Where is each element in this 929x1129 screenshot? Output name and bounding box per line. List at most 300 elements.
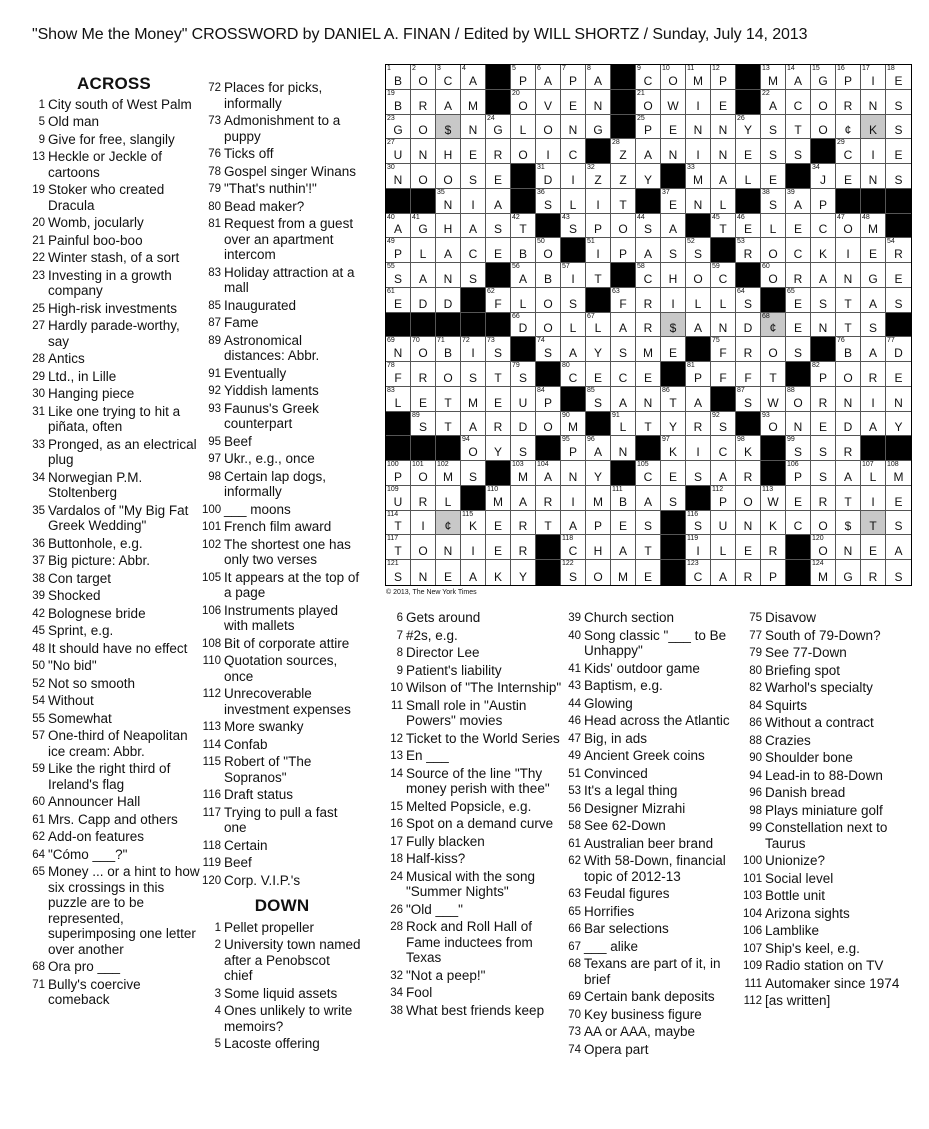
grid-cell[interactable]: [636, 214, 661, 239]
grid-cell[interactable]: [886, 511, 911, 536]
grid-cell[interactable]: [586, 362, 611, 387]
grid-cell[interactable]: [511, 535, 536, 560]
clue-item[interactable]: [743, 906, 923, 922]
grid-cell[interactable]: [586, 263, 611, 288]
clue-item[interactable]: [26, 536, 202, 552]
grid-cell[interactable]: [861, 115, 886, 140]
grid-cell[interactable]: [561, 535, 586, 560]
clue-item[interactable]: [562, 783, 742, 799]
grid-cell[interactable]: [836, 90, 861, 115]
grid-cell[interactable]: [536, 139, 561, 164]
grid-cell[interactable]: [661, 337, 686, 362]
clue-item[interactable]: [26, 606, 202, 622]
grid-cell[interactable]: [611, 412, 636, 437]
grid-cell[interactable]: [486, 189, 511, 214]
grid-cell[interactable]: [386, 535, 411, 560]
clue-item[interactable]: [202, 502, 362, 518]
clue-item[interactable]: [202, 920, 362, 936]
clue-item[interactable]: [562, 713, 742, 729]
grid-cell[interactable]: [811, 486, 836, 511]
grid-cell[interactable]: [761, 362, 786, 387]
grid-cell[interactable]: [686, 189, 711, 214]
grid-cell[interactable]: [511, 65, 536, 90]
grid-cell[interactable]: [611, 164, 636, 189]
grid-cell[interactable]: [711, 164, 736, 189]
grid-cell[interactable]: [461, 189, 486, 214]
grid-cell[interactable]: [786, 90, 811, 115]
grid-cell[interactable]: [811, 560, 836, 585]
grid-cell[interactable]: [411, 90, 436, 115]
clue-item[interactable]: [26, 829, 202, 845]
clue-item[interactable]: [743, 645, 923, 661]
grid-cell[interactable]: [511, 362, 536, 387]
grid-cell[interactable]: [661, 139, 686, 164]
grid-cell[interactable]: [861, 560, 886, 585]
grid-cell[interactable]: [786, 139, 811, 164]
grid-cell[interactable]: [411, 288, 436, 313]
grid-cell[interactable]: [886, 387, 911, 412]
grid-cell[interactable]: [686, 90, 711, 115]
grid-cell[interactable]: [686, 288, 711, 313]
grid-cell[interactable]: [536, 412, 561, 437]
grid-cell[interactable]: [611, 436, 636, 461]
grid-cell[interactable]: [636, 115, 661, 140]
grid-cell[interactable]: [486, 139, 511, 164]
clue-item[interactable]: [202, 937, 362, 984]
grid-cell[interactable]: [411, 486, 436, 511]
grid-cell[interactable]: [811, 288, 836, 313]
clue-item[interactable]: [562, 836, 742, 852]
grid-cell[interactable]: [786, 461, 811, 486]
grid-cell[interactable]: [486, 214, 511, 239]
grid-cell[interactable]: [536, 337, 561, 362]
grid-cell[interactable]: [761, 387, 786, 412]
grid-cell[interactable]: [586, 65, 611, 90]
grid-cell[interactable]: [636, 511, 661, 536]
clue-item[interactable]: [562, 1024, 742, 1040]
clue-item[interactable]: [202, 537, 362, 568]
clue-item[interactable]: [26, 571, 202, 587]
grid-cell[interactable]: [786, 189, 811, 214]
grid-cell[interactable]: [711, 412, 736, 437]
clue-item[interactable]: [384, 610, 562, 626]
grid-cell[interactable]: [736, 238, 761, 263]
grid-cell[interactable]: [386, 90, 411, 115]
grid-cell[interactable]: [386, 486, 411, 511]
grid-cell[interactable]: [711, 461, 736, 486]
clue-item[interactable]: [743, 993, 923, 1009]
grid-cell[interactable]: [561, 337, 586, 362]
grid-cell[interactable]: [611, 337, 636, 362]
grid-cell[interactable]: [711, 214, 736, 239]
grid-cell[interactable]: [511, 486, 536, 511]
grid-cell[interactable]: [836, 65, 861, 90]
clue-item[interactable]: [202, 451, 362, 467]
grid-cell[interactable]: [861, 263, 886, 288]
clue-item[interactable]: [26, 658, 202, 674]
grid-cell[interactable]: [836, 214, 861, 239]
grid-cell[interactable]: [761, 535, 786, 560]
grid-cell[interactable]: [661, 436, 686, 461]
grid-cell[interactable]: [836, 362, 861, 387]
grid-cell[interactable]: [461, 560, 486, 585]
grid-cell[interactable]: [411, 263, 436, 288]
grid-cell[interactable]: [786, 238, 811, 263]
grid-cell[interactable]: [436, 288, 461, 313]
grid-cell[interactable]: [761, 511, 786, 536]
grid-cell[interactable]: [586, 461, 611, 486]
grid-cell[interactable]: [686, 164, 711, 189]
clue-item[interactable]: [202, 181, 362, 197]
grid-cell[interactable]: [486, 535, 511, 560]
grid-cell[interactable]: [736, 288, 761, 313]
clue-item[interactable]: [26, 233, 202, 249]
grid-cell[interactable]: [886, 461, 911, 486]
grid-cell[interactable]: [586, 115, 611, 140]
grid-cell[interactable]: [786, 436, 811, 461]
clue-item[interactable]: [202, 805, 362, 836]
grid-cell[interactable]: [536, 461, 561, 486]
grid-cell[interactable]: [711, 511, 736, 536]
grid-cell[interactable]: [636, 461, 661, 486]
clue-item[interactable]: [562, 661, 742, 677]
grid-cell[interactable]: [461, 412, 486, 437]
grid-cell[interactable]: [711, 313, 736, 338]
grid-cell[interactable]: [836, 238, 861, 263]
grid-cell[interactable]: [511, 139, 536, 164]
clue-item[interactable]: [26, 268, 202, 299]
grid-cell[interactable]: [486, 337, 511, 362]
clue-item[interactable]: [384, 766, 562, 797]
grid-cell[interactable]: [436, 189, 461, 214]
grid-cell[interactable]: [461, 65, 486, 90]
crossword-grid[interactable]: [385, 64, 912, 586]
grid-cell[interactable]: [586, 486, 611, 511]
grid-cell[interactable]: [586, 189, 611, 214]
grid-cell[interactable]: [611, 362, 636, 387]
grid-cell[interactable]: [561, 461, 586, 486]
grid-cell[interactable]: [611, 535, 636, 560]
clue-item[interactable]: [562, 1007, 742, 1023]
grid-cell[interactable]: [511, 288, 536, 313]
grid-cell[interactable]: [561, 189, 586, 214]
grid-cell[interactable]: [686, 387, 711, 412]
grid-cell[interactable]: [586, 313, 611, 338]
grid-cell[interactable]: [386, 337, 411, 362]
grid-cell[interactable]: [686, 263, 711, 288]
grid-cell[interactable]: [886, 535, 911, 560]
clue-item[interactable]: [562, 886, 742, 902]
grid-cell[interactable]: [386, 362, 411, 387]
grid-cell[interactable]: [711, 65, 736, 90]
grid-cell[interactable]: [886, 362, 911, 387]
grid-cell[interactable]: [611, 511, 636, 536]
grid-cell[interactable]: [461, 362, 486, 387]
grid-cell[interactable]: [886, 65, 911, 90]
clue-item[interactable]: [562, 956, 742, 987]
grid-cell[interactable]: [486, 412, 511, 437]
grid-cell[interactable]: [561, 288, 586, 313]
grid-cell[interactable]: [461, 164, 486, 189]
grid-cell[interactable]: [436, 263, 461, 288]
clue-item[interactable]: [743, 785, 923, 801]
grid-cell[interactable]: [436, 164, 461, 189]
grid-cell[interactable]: [486, 486, 511, 511]
clue-item[interactable]: [26, 959, 202, 975]
grid-cell[interactable]: [811, 412, 836, 437]
grid-cell[interactable]: [686, 412, 711, 437]
clue-item[interactable]: [202, 315, 362, 331]
grid-cell[interactable]: [761, 139, 786, 164]
clue-item[interactable]: [202, 737, 362, 753]
clue-item[interactable]: [384, 902, 562, 918]
grid-cell[interactable]: [736, 535, 761, 560]
grid-cell[interactable]: [511, 511, 536, 536]
grid-cell[interactable]: [436, 238, 461, 263]
grid-cell[interactable]: [811, 65, 836, 90]
clue-item[interactable]: [26, 114, 202, 130]
grid-cell[interactable]: [611, 313, 636, 338]
grid-cell[interactable]: [836, 461, 861, 486]
grid-cell[interactable]: [836, 511, 861, 536]
grid-cell[interactable]: [586, 511, 611, 536]
grid-cell[interactable]: [836, 486, 861, 511]
grid-cell[interactable]: [511, 461, 536, 486]
grid-cell[interactable]: [511, 214, 536, 239]
grid-cell[interactable]: [786, 115, 811, 140]
grid-cell[interactable]: [761, 214, 786, 239]
grid-cell[interactable]: [561, 164, 586, 189]
grid-cell[interactable]: [511, 238, 536, 263]
clue-item[interactable]: [202, 653, 362, 684]
grid-cell[interactable]: [786, 263, 811, 288]
clue-item[interactable]: [743, 871, 923, 887]
clue-item[interactable]: [743, 698, 923, 714]
grid-cell[interactable]: [661, 461, 686, 486]
clue-item[interactable]: [26, 318, 202, 349]
clue-item[interactable]: [562, 748, 742, 764]
grid-cell[interactable]: [436, 337, 461, 362]
clue-item[interactable]: [202, 199, 362, 215]
clue-item[interactable]: [384, 698, 562, 729]
grid-cell[interactable]: [411, 511, 436, 536]
grid-cell[interactable]: [461, 238, 486, 263]
clue-item[interactable]: [384, 680, 562, 696]
grid-cell[interactable]: [536, 263, 561, 288]
clue-item[interactable]: [384, 748, 562, 764]
grid-cell[interactable]: [436, 115, 461, 140]
grid-cell[interactable]: [636, 238, 661, 263]
clue-item[interactable]: [384, 869, 562, 900]
grid-cell[interactable]: [561, 313, 586, 338]
grid-cell[interactable]: [436, 90, 461, 115]
clue-item[interactable]: [743, 733, 923, 749]
clue-item[interactable]: [562, 610, 742, 626]
grid-cell[interactable]: [661, 387, 686, 412]
grid-cell[interactable]: [811, 387, 836, 412]
clue-item[interactable]: [26, 794, 202, 810]
grid-cell[interactable]: [886, 90, 911, 115]
clue-item[interactable]: [202, 603, 362, 634]
grid-cell[interactable]: [836, 436, 861, 461]
clue-item[interactable]: [562, 904, 742, 920]
clue-item[interactable]: [384, 834, 562, 850]
clue-item[interactable]: [743, 680, 923, 696]
grid-cell[interactable]: [711, 288, 736, 313]
grid-cell[interactable]: [811, 214, 836, 239]
grid-cell[interactable]: [561, 139, 586, 164]
grid-cell[interactable]: [411, 387, 436, 412]
grid-cell[interactable]: [861, 288, 886, 313]
grid-cell[interactable]: [861, 313, 886, 338]
clue-item[interactable]: [384, 851, 562, 867]
grid-cell[interactable]: [461, 436, 486, 461]
grid-cell[interactable]: [836, 412, 861, 437]
grid-cell[interactable]: [436, 412, 461, 437]
grid-cell[interactable]: [411, 461, 436, 486]
grid-cell[interactable]: [711, 139, 736, 164]
grid-cell[interactable]: [411, 362, 436, 387]
grid-cell[interactable]: [811, 238, 836, 263]
grid-cell[interactable]: [436, 486, 461, 511]
grid-cell[interactable]: [636, 139, 661, 164]
clue-item[interactable]: [202, 265, 362, 296]
grid-cell[interactable]: [636, 337, 661, 362]
grid-cell[interactable]: [761, 313, 786, 338]
grid-cell[interactable]: [861, 511, 886, 536]
grid-cell[interactable]: [486, 436, 511, 461]
clue-item[interactable]: [26, 250, 202, 266]
grid-cell[interactable]: [486, 560, 511, 585]
clue-item[interactable]: [743, 803, 923, 819]
grid-cell[interactable]: [511, 263, 536, 288]
grid-cell[interactable]: [711, 486, 736, 511]
grid-cell[interactable]: [536, 486, 561, 511]
grid-cell[interactable]: [536, 288, 561, 313]
grid-cell[interactable]: [636, 486, 661, 511]
grid-cell[interactable]: [586, 164, 611, 189]
clue-item[interactable]: [743, 610, 923, 626]
clue-item[interactable]: [26, 693, 202, 709]
clue-item[interactable]: [26, 864, 202, 957]
grid-cell[interactable]: [711, 337, 736, 362]
clue-item[interactable]: [384, 663, 562, 679]
grid-cell[interactable]: [861, 486, 886, 511]
clue-item[interactable]: [562, 1042, 742, 1058]
grid-cell[interactable]: [636, 412, 661, 437]
grid-cell[interactable]: [686, 461, 711, 486]
clue-item[interactable]: [26, 641, 202, 657]
clue-item[interactable]: [562, 939, 742, 955]
clue-item[interactable]: [202, 754, 362, 785]
grid-cell[interactable]: [611, 288, 636, 313]
grid-cell[interactable]: [836, 313, 861, 338]
clue-item[interactable]: [202, 1036, 362, 1052]
grid-cell[interactable]: [836, 164, 861, 189]
grid-cell[interactable]: [411, 412, 436, 437]
grid-cell[interactable]: [686, 511, 711, 536]
grid-cell[interactable]: [811, 189, 836, 214]
grid-cell[interactable]: [461, 263, 486, 288]
grid-cell[interactable]: [786, 214, 811, 239]
grid-cell[interactable]: [661, 412, 686, 437]
grid-cell[interactable]: [411, 115, 436, 140]
grid-cell[interactable]: [611, 189, 636, 214]
clue-item[interactable]: [562, 801, 742, 817]
clue-item[interactable]: [202, 298, 362, 314]
grid-cell[interactable]: [836, 263, 861, 288]
grid-cell[interactable]: [886, 263, 911, 288]
clue-item[interactable]: [202, 366, 362, 382]
grid-cell[interactable]: [461, 387, 486, 412]
grid-cell[interactable]: [511, 115, 536, 140]
grid-cell[interactable]: [586, 90, 611, 115]
grid-cell[interactable]: [736, 139, 761, 164]
clue-item[interactable]: [562, 628, 742, 659]
grid-cell[interactable]: [886, 560, 911, 585]
grid-cell[interactable]: [561, 486, 586, 511]
clue-item[interactable]: [26, 215, 202, 231]
grid-cell[interactable]: [411, 560, 436, 585]
grid-cell[interactable]: [561, 362, 586, 387]
grid-cell[interactable]: [786, 288, 811, 313]
grid-cell[interactable]: [811, 115, 836, 140]
clue-item[interactable]: [202, 787, 362, 803]
grid-cell[interactable]: [861, 387, 886, 412]
grid-cell[interactable]: [386, 139, 411, 164]
grid-cell[interactable]: [736, 486, 761, 511]
grid-cell[interactable]: [461, 90, 486, 115]
grid-cell[interactable]: [686, 436, 711, 461]
clue-item[interactable]: [743, 853, 923, 869]
clue-item[interactable]: [562, 921, 742, 937]
grid-cell[interactable]: [686, 238, 711, 263]
clue-item[interactable]: [384, 1003, 562, 1019]
grid-cell[interactable]: [561, 436, 586, 461]
grid-cell[interactable]: [761, 65, 786, 90]
grid-cell[interactable]: [661, 288, 686, 313]
grid-cell[interactable]: [536, 313, 561, 338]
clue-item[interactable]: [26, 351, 202, 367]
clue-item[interactable]: [384, 968, 562, 984]
grid-cell[interactable]: [711, 362, 736, 387]
grid-cell[interactable]: [861, 461, 886, 486]
clue-item[interactable]: [202, 80, 362, 111]
clue-item[interactable]: [202, 434, 362, 450]
grid-cell[interactable]: [511, 436, 536, 461]
grid-cell[interactable]: [561, 560, 586, 585]
grid-cell[interactable]: [386, 560, 411, 585]
clue-item[interactable]: [26, 711, 202, 727]
grid-cell[interactable]: [436, 362, 461, 387]
grid-cell[interactable]: [786, 337, 811, 362]
grid-cell[interactable]: [611, 238, 636, 263]
clue-item[interactable]: [26, 301, 202, 317]
clue-item[interactable]: [202, 164, 362, 180]
grid-cell[interactable]: [486, 115, 511, 140]
grid-cell[interactable]: [811, 362, 836, 387]
clue-item[interactable]: [202, 146, 362, 162]
grid-cell[interactable]: [836, 387, 861, 412]
clue-item[interactable]: [26, 386, 202, 402]
grid-cell[interactable]: [786, 313, 811, 338]
grid-cell[interactable]: [586, 214, 611, 239]
grid-cell[interactable]: [711, 535, 736, 560]
grid-cell[interactable]: [561, 263, 586, 288]
grid-cell[interactable]: [586, 560, 611, 585]
grid-cell[interactable]: [411, 535, 436, 560]
clue-item[interactable]: [26, 97, 202, 113]
